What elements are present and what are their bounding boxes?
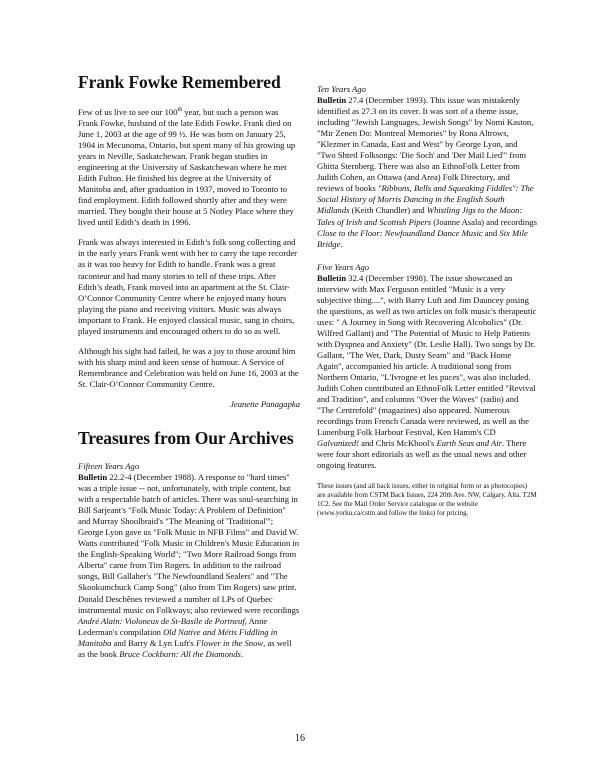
signature: Jeanette Panagapka: [230, 398, 300, 409]
right-column: [317, 70, 537, 527]
article-title-treasures: Treasures from Our Archives: [78, 427, 294, 448]
paragraph-2: Frank was always interested in Edith’s folk song collecting and in the early years Frank went with her to carry the tape recorder as it was too heavy for Edith to handle. Frank was a great raconteur and had many stories to tell of these trips. After Edith’s death, Frank moved into an apartment at the St. Clair-O’Connor Community Centre where he enjoyed many hours playing the piano and receiving visitors. Music was always important to Frank. He enjoyed classical music, sang in choirs, played instruments and encouraged others to do so as well.: [78, 237, 298, 336]
paragraph-1: Few of us live to see our 100th year, but such a person was Frank Fowke, husband of the late Edith Fowke. Frank died on June 1, 2003 at the age of 99 ½. He was born on January 25, 1904 in Mecunoma, Ontario, but spent many of his growing up years in Neville, Saskatchewan. Frank began studies in engineering at the University of Saskatchewan where he met Edith Fulton. He finished his degree at the University of Manitoba and, after graduation in 1937, moved to Toronto to find employment. Edith followed shortly after and they were married. They bought their house at 5 Notley Place where they lived until Edith’s death in 1996.: [78, 106, 296, 228]
availability-note: These issues (and all back issues, either in original form or as photocopies) are available from CSTM Back Issues, 224 20th Ave. NW, Calgary, Alta. T2M 1C2. See the Mail Order Service catalogue or the website (www.yorku.ca/cstm and follow the links) for pricing.: [317, 481, 537, 518]
entry-ten-years: Bulletin 27.4 (December 1993). This issue was mistakenly identified as 27.3 on its cover. It was sort of a theme issue, including "Jewish Languages, Jewish Songs" by Nomi Kaston, "Mir Zenen Do: Montreal Memories" by Rona Altrows, "Klezmer in Canada, East and West" by George Lyon, and "Two Shtetl Folksongs: 'Die Soch' and 'Der Mail Lied'" from Ghitta Sternberg. There was also an EthnoFolk Letter from Judith Cohen, an Ottawa (and Area) Folk Directory, and reviews of books "Ribbons, Bells and Squeaking Fiddles": The Social History of Morris Dancing in the English South Midlands (Keith Chandler) and Whistling Jigs to the Moon: Tales of Irish and Scottish Pipers (Joanne Asala) and recordings Close to the Floor: Newfoundland Dance Music and Six Mile Bridge.: [317, 95, 537, 249]
page-number: 16: [295, 733, 305, 744]
article-title-frank-fowke: Frank Fowke Remembered: [78, 72, 281, 92]
entry-fifteen-years: Bulletin 22.2-4 (December 1988). A response to "hard times" was a triple issue -- not, unfortunately, with triple content, but with a respectable batch of articles. There was soul-searching in Bill Sarjeant's "Folk Music Today: A Problem of Definition" and Murray Shoolbraid's "The Meaning of 'Traditional'"; George Lyon gave us "Folk Music in NFB Films" and David W. Watts contributed "Folk Music in Children's Music Education in the English-Speaking World"; "Two More Railroad Songs from Alberta" came from Tim Rogers. In addition to the railroad songs, Bill Gallaher's "The Newfoundland Sealers" and "The Skookumchuck Camp Song" (also from Tim Rogers) saw print. Donald Deschênes reviewed a number of LPs of Quebec instrumental music on Folkways; also reviewed were recordings André Alain: Violoneux de St-Basile de Portneuf, Anne Lederman's compilation Old Native and Métis Fiddling in Manitoba and Barry & Lyn Luft's Flower in the Snow, as well as the book Bruce Cockburn: All the Diamonds.: [78, 471, 300, 659]
subheading-ten-years: Ten Years Ago: [317, 84, 366, 94]
subheading-fifteen-years: Fifteen Years Ago: [78, 460, 140, 471]
subheading-five-years: Five Years Ago: [317, 261, 370, 272]
paragraph-3: Although his sight had failed, he was a joy to those around him with his sharp mind and keen sense of humour. A Service of Remembrance and Celebration was held on June 16, 2003 at the St. Clair-O’Connor Community Centre.: [78, 345, 299, 389]
left-column: [78, 72, 300, 660]
entry-five-years: Bulletin 32.4 (December 1998). The issue showcased an interview with Max Ferguson entitled "Music is a very subjective thing....", with Barry Luft and Jim Dauncey posing the questions, as well as two articles on folk music's therapeutic uses: " A Journey in Song with Recovering Alcoholics" (Dr. Wilfred Gallant) and "The Potential of Music to Help Patients with Dyspnea and Anxiety" (Dr. Leslie Hall). Two songs by Dr. Gallant, "The Wet, Dark, Dusty Seam" and "Back Home Again", accompanied his article. A traditional song from Northern Ontario, "L'Ivrogne et les puces", was also included. Judith Cohen contributed an EthnoFolk Letter entitled "Revival and Tradition", and columns "Over the Waves" (radio) and "The Centrefold" (magazines) also appeared. Numerous recordings from French Canada were reviewed, as well as the Lunenburg Folk Harbour Festival, Ken Hamm's CD Galvanized! and Chris McKhool's Earth Seas and Air. There were four short editorials as well as the usual news and other ongoing features.: [317, 272, 537, 471]
